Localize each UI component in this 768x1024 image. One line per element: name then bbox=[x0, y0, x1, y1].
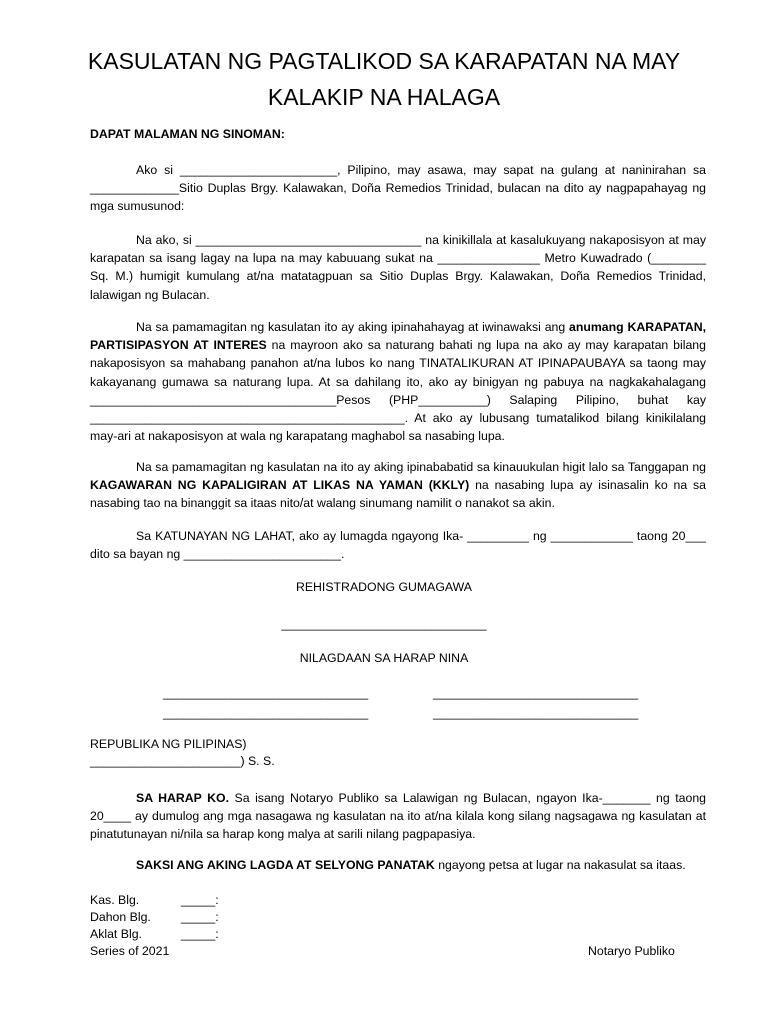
record-label-dahon: Dahon Blg. bbox=[90, 910, 151, 924]
paragraph-7-bold: SAKSI ANG AKING LAGDA AT SELYONG PANATAK bbox=[136, 858, 435, 872]
witness-line-3: ______________________________ bbox=[433, 686, 639, 700]
record-value-kas: _____: bbox=[181, 893, 219, 907]
republika-line-2: ______________________) S. S. bbox=[90, 754, 275, 768]
paragraph-6-bold: SA HARAP KO. bbox=[136, 791, 230, 805]
record-label-kas: Kas. Blg. bbox=[90, 893, 140, 907]
paragraph-4-text-c: na nasabing lupa ay isinasalin ko na sa nasabing tao na binanggit sa itaas nito/at walang sinumang namilit o nanakot sa akin. bbox=[90, 478, 706, 511]
record-value-aklat: _____: bbox=[181, 927, 219, 941]
paragraph-3 bbox=[90, 318, 706, 445]
paragraph-6-text: Sa isang Notaryo Publiko sa Lalawigan ng Bulacan, ngayon Ika-_______ ng taong 20____ ay dumulog ang mga nasagawa ng kasulatan na ito at/na kilala kong silang nagsagawa ng kasulatan at pinatutunayan ni/nila sa harap kong malya at sarili nilang pagpapasiya. bbox=[90, 791, 707, 842]
paragraph-4 bbox=[90, 458, 706, 513]
record-value-dahon: _____: bbox=[181, 910, 219, 924]
paragraph-3-bold: anumang KARAPATAN, PARTISIPASYON AT INTERES bbox=[90, 320, 706, 353]
paragraph-5: Sa KATUNAYAN NG LAHAT, ako ay lumagda ngayong Ika- _________ ng ____________ taong 20___ dito sa bayan ng _______________________. bbox=[90, 529, 706, 562]
document-title-line-2: KALAKIP NA HALAGA bbox=[267, 84, 501, 110]
rehistradong-gumagawa-label: REHISTRADONG GUMAGAWA bbox=[295, 580, 473, 594]
paragraph-1: Ako si _______________________, Pilipino, may asawa, may sapat na gulang at naninirahan sa _____________Sitio Duplas Brgy. Kalawakan, Doña Remedios Trinidad, bulacan na dito ay nagpapahayag ng mga sumusunod: bbox=[90, 163, 706, 214]
heading: DAPAT MALAMAN NG SINOMAN: bbox=[90, 127, 285, 141]
paragraph-7 bbox=[136, 858, 686, 872]
republika-line-1: REPUBLIKA NG PILIPINAS) bbox=[90, 737, 247, 751]
nilagdaan-label: NILAGDAAN SA HARAP NINA bbox=[299, 651, 469, 665]
paragraph-3-text-a: Na sa pamamagitan ng kasulatan ito ay aking ipinahahayag at iwinawaksi ang bbox=[136, 320, 569, 334]
record-label-aklat: Aklat Blg. bbox=[90, 927, 142, 941]
signature-line: ______________________________ bbox=[281, 617, 487, 631]
witness-line-4: ______________________________ bbox=[433, 706, 639, 720]
paragraph-4-text-a: Na sa pamamagitan ng kasulatan na ito ay aking ipinababatid sa kinauukulan higit lalo sa Tanggapan ng bbox=[136, 460, 706, 474]
series-label: Series of 2021 bbox=[90, 944, 170, 958]
paragraph-3-text-c: na mayroon ako sa naturang bahati ng lupa na ako ay may karapatan bilang nakaposisyon sa mahabang panahon at/na lubos ko nang TINATALIKURAN AT IPINAPAUBAYA sa taong may kakayanang gumawa sa naturang lupa. At sa dahilang ito, ako ay binigyan ng pabuya na nagkakahalagang ____________________________________Pesos (PHP__________) Salaping Pilipino, buhat kay ______________________________________________. At ako ay lubusang tumatalikod bilang kinikilalang may-ari at nakaposisyon at wala ng karapatang maghabol sa nasabing lupa. bbox=[90, 338, 706, 444]
document-title-line-1: KASULATAN NG PAGTALIKOD SA KARAPATAN NA MAY bbox=[87, 48, 681, 74]
witness-line-2: ______________________________ bbox=[163, 706, 369, 720]
notaryo-publiko-label: Notaryo Publiko bbox=[588, 944, 675, 958]
paragraph-4-bold: KAGAWARAN NG KAPALIGIRAN AT LIKAS NA YAMAN (KKLY) bbox=[90, 478, 470, 493]
paragraph-6 bbox=[90, 789, 706, 844]
witness-line-1: ______________________________ bbox=[163, 686, 369, 700]
paragraph-2: Na ako, si _________________________________ na kinikillala at kasalukuyang nakaposisyon at may karapatan sa isang lagay na lupa na may kabuuang sukat na _______________ Metro Kuwadrado (________ Sq. M.) humigit kumulang at/na matatagpuan sa Sitio Duplas Brgy. Kalawakan, Doña Remedios Trinidad, lalawigan ng Bulacan. bbox=[90, 233, 706, 302]
paragraph-7-text: ngayong petsa at lugar na nakasulat sa itaas. bbox=[434, 858, 686, 872]
